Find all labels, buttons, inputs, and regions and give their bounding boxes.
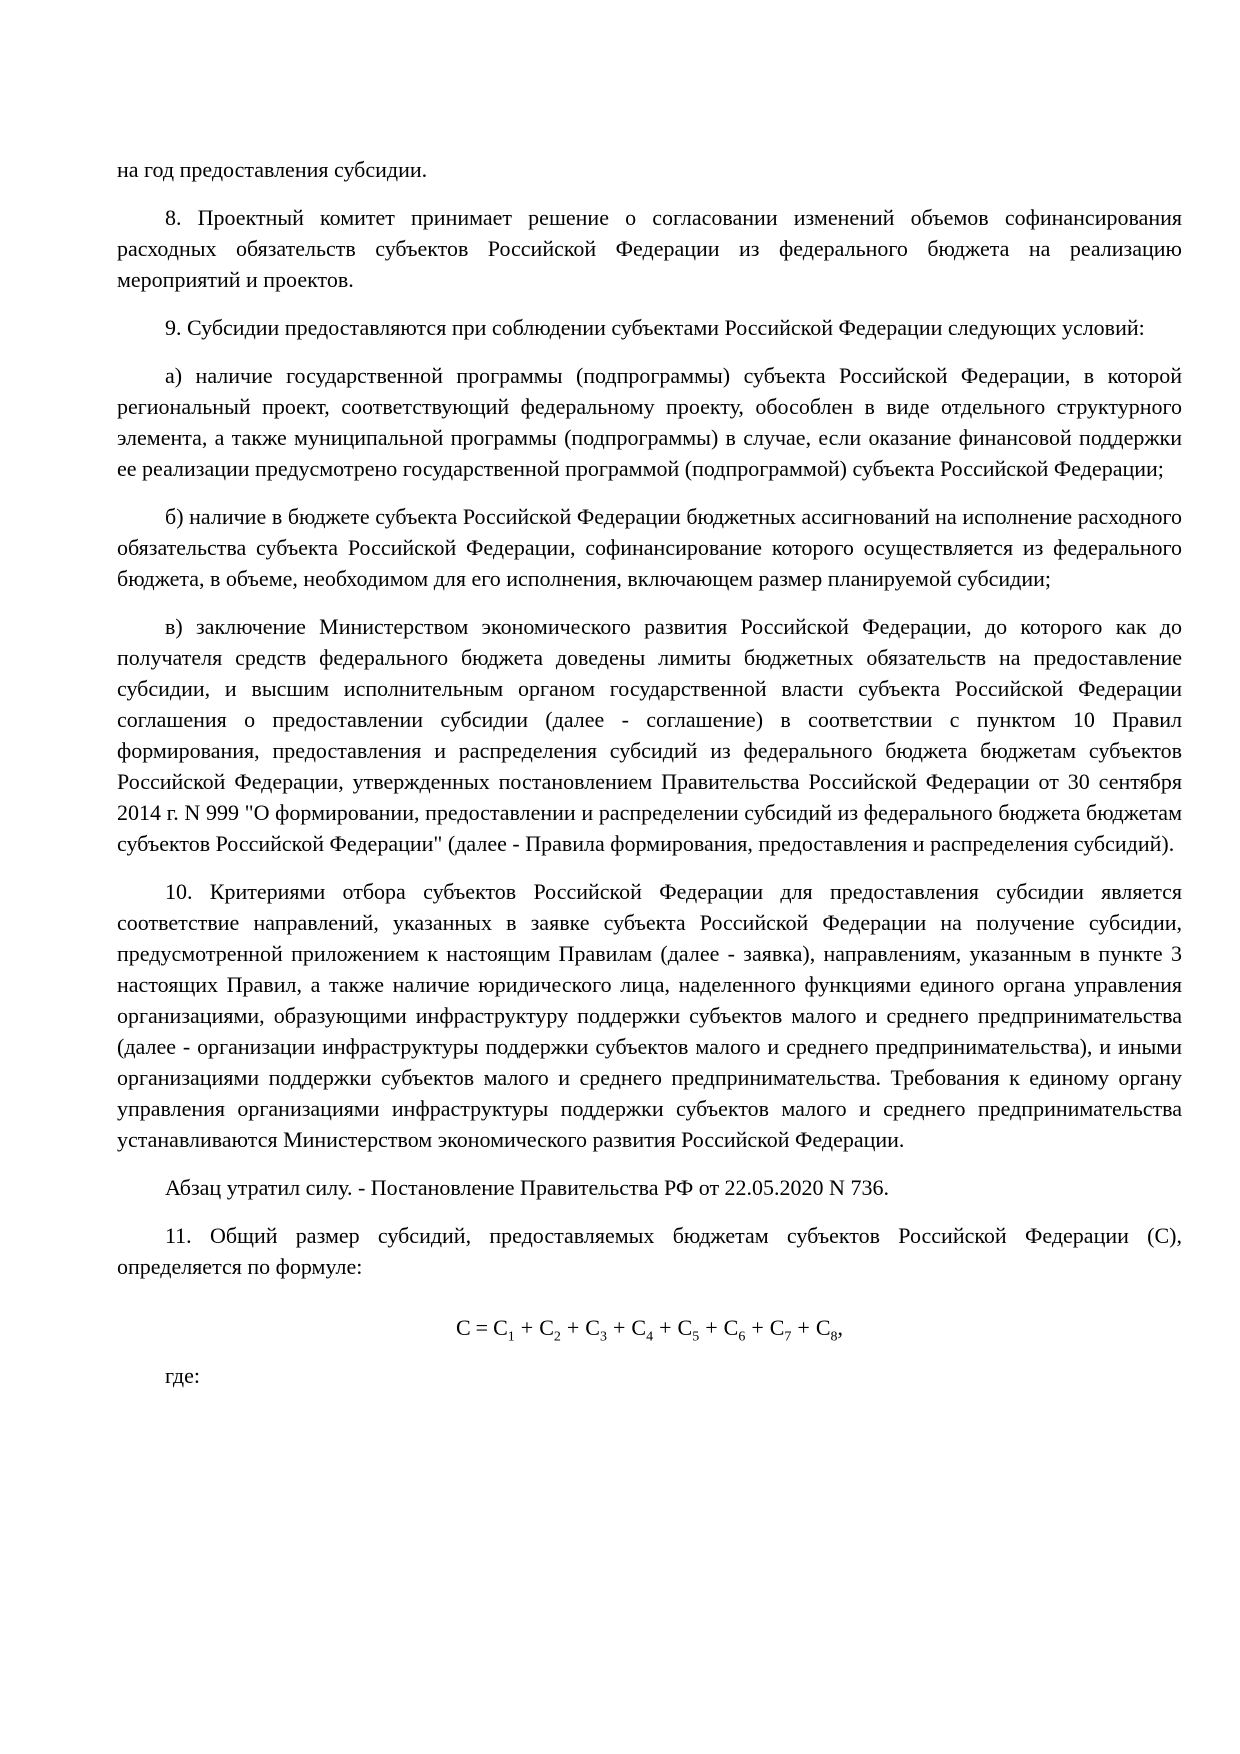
formula-equals-sign: = (475, 1315, 489, 1340)
formula-plus-sign: + (705, 1315, 718, 1340)
formula-term (631, 1315, 654, 1345)
formula-term (493, 1315, 515, 1345)
paragraph-where-label: где: (165, 1363, 200, 1388)
formula-term-base: С (815, 1315, 831, 1340)
paragraph-subitem-a: а) наличие государственной программы (подпрограммы) субъекта Российской Федерации, в которой региональный проект, соответствующий федеральному проекту, обособлен в виде отдельного структурного элемента, а также муниципальной программы (подпрограммы) в случае, если оказание финансовой поддержки ее реализации предусмотрено государственной программой (подпрограммой) субъекта Российской Федерации; (117, 363, 1182, 481)
formula-term-base: С (769, 1315, 785, 1340)
formula-term (585, 1315, 607, 1345)
formula-term-base: С (539, 1315, 554, 1340)
paragraph-subitem-b: б) наличие в бюджете субъекта Российской Федерации бюджетных ассигнований на исполнение расходного обязательства субъекта Российской Федерации, софинансирование которого осуществляется из федерального бюджета, в объеме, необходимом для его исполнения, включающем размер планируемой субсидии; (117, 504, 1182, 591)
formula-term-base: С (493, 1315, 508, 1340)
paragraph-item-11: 11. Общий размер субсидий, предоставляемых бюджетам субъектов Российской Федерации (С), определяется по формуле: (117, 1223, 1182, 1279)
formula-term-subscript: 4 (646, 1329, 654, 1345)
paragraph-item-9: 9. Субсидии предоставляются при соблюдении субъектами Российской Федерации следующих условий: (165, 315, 1145, 340)
formula-plus-sign: + (520, 1315, 534, 1340)
formula-term (769, 1315, 792, 1345)
formula-term-subscript: 6 (738, 1329, 746, 1345)
formula-term-base: С (585, 1315, 600, 1340)
formula-term-subscript: 2 (553, 1329, 561, 1345)
formula-plus-sign: + (797, 1315, 810, 1340)
paragraph-subitem-v: в) заключение Министерством экономического развития Российской Федерации, до которого как до получателя средств федерального бюджета доведены лимиты бюджетных обязательств на предоставление субсидии, и высшим исполнительным органом государственной власти субъекта Российской Федерации соглашения о предоставлении субсидии (далее - соглашение) в соответствии с пунктом 10 Правил формирования, предоставления и распределения субсидий из федерального бюджета бюджетам субъектов Российской Федерации, утвержденных постановлением Правительства Российской Федерации от 30 сентября 2014 г. N 999 "О формировании, предоставлении и распределении субсидий из федерального бюджета бюджетам субъектов Российской Федерации" (далее - Правила формирования, предоставления и распределения субсидий). (117, 614, 1182, 856)
paragraph-abzac-lost-force: Абзац утратил силу. - Постановление Правительства РФ от 22.05.2020 N 736. (165, 1175, 889, 1200)
formula-plus-sign: + (566, 1315, 580, 1340)
formula-term-subscript: 3 (599, 1329, 607, 1345)
formula-plus-sign: + (659, 1315, 672, 1340)
formula-term-base: С (723, 1315, 739, 1340)
formula-term-subscript: 8 (830, 1329, 838, 1345)
formula-term-base: С (677, 1315, 693, 1340)
paragraph-item-10: 10. Критериями отбора субъектов Российской Федерации для предоставления субсидии является соответствие направлений, указанных в заявке субъекта Российской Федерации на получение субсидии, предусмотренной приложением к настоящим Правилам (далее - заявка), направлениям, указанным в пункте 3 настоящих Правил, а также наличие юридического лица, наделенного функциями единого органа управления организациями, образующими инфраструктуру поддержки субъектов малого и среднего предпринимательства (далее - организации инфраструктуры поддержки субъектов малого и среднего предпринимательства), и иными организациями поддержки субъектов малого и среднего предпринимательства. Требования к единому органу управления организациями инфраструктуры поддержки субъектов малого и среднего предпринимательства устанавливаются Министерством экономического развития Российской Федерации. (117, 879, 1182, 1152)
formula-term-subscript: 7 (784, 1329, 792, 1345)
formula-term (539, 1315, 561, 1345)
formula-plus-sign: + (751, 1315, 764, 1340)
paragraph-item-8: 8. Проектный комитет принимает решение о согласовании изменений объемов софинансирования расходных обязательств субъектов Российской Федерации из федерального бюджета на реализацию мероприятий и проектов. (117, 205, 1182, 292)
formula-lhs: С (455, 1315, 471, 1340)
formula-term (723, 1315, 746, 1345)
formula-term-base: С (631, 1315, 647, 1340)
formula-term (815, 1315, 838, 1345)
formula-plus-sign: + (612, 1315, 626, 1340)
paragraph-continuation: на год предоставления субсидии. (117, 157, 428, 182)
formula-term-subscript: 1 (507, 1329, 515, 1345)
formula-term-subscript: 5 (692, 1329, 700, 1345)
formula-term (677, 1315, 700, 1345)
subsidy-total-formula (117, 1312, 1182, 1343)
formula-trailing-comma: , (837, 1315, 844, 1340)
